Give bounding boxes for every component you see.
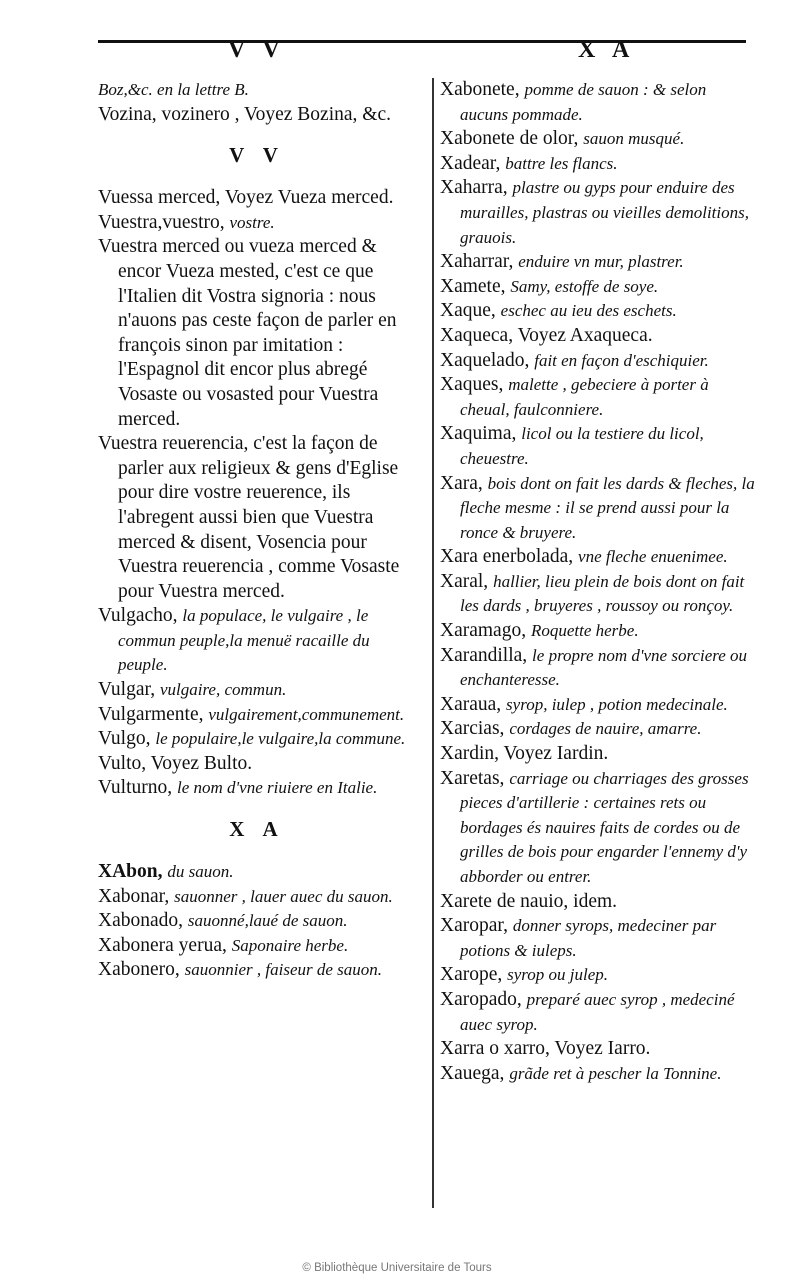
- entry-head: Xaharrar,: [440, 251, 519, 273]
- entry: [98, 934, 416, 959]
- entry-head: Xaques,: [440, 374, 509, 396]
- entry-head: Xaropar,: [440, 915, 513, 937]
- entry-head: Xaquima,: [440, 423, 522, 445]
- entry: [440, 176, 758, 250]
- entry-head: Vuestra reuerencia,: [98, 433, 254, 455]
- left-column: [98, 78, 416, 983]
- entry-head: Xaropado,: [440, 988, 527, 1010]
- entry-text: le propre nom d'vne sorciere ou enchanteresse.: [460, 645, 748, 690]
- entry: [440, 152, 758, 177]
- entry: [440, 250, 758, 275]
- entry-head: Xabonado,: [98, 910, 188, 932]
- entry-head: Xaraua,: [440, 693, 507, 715]
- entry-text: syrop, iulep , potion medecinale.: [506, 694, 728, 714]
- copyright-footer: © Bibliothèque Universitaire de Tours: [302, 1262, 492, 1274]
- entry-text: Saponaire herbe.: [231, 935, 349, 955]
- entry: [440, 914, 758, 963]
- entry: [440, 349, 758, 374]
- entry: [440, 717, 758, 742]
- entry-text: le populaire,le vulgaire,la commune.: [155, 729, 406, 749]
- entry: [440, 570, 758, 619]
- entry-text: Voyez Bulto.: [150, 752, 253, 774]
- column-divider: [432, 78, 434, 1208]
- top-rule: [98, 40, 746, 43]
- entry: [440, 422, 758, 471]
- entry-head: Xabonete,: [440, 79, 525, 100]
- entry: [440, 890, 758, 915]
- entry-head: Xara enerbolada,: [440, 546, 579, 568]
- entry-text: c'est la façon de parler aux religieux & gens d'Eglise pour dire vostre reuerence, ils l'abregent aussi bien que Vuestra merced & disent, Vosencia pour Vuestra reuerencia , comme Vosaste pour Vuestra merced.: [118, 433, 400, 602]
- entry-text: grãde ret à pescher la Tonnine.: [509, 1063, 722, 1083]
- entry-text: eschec au ieu des eschets.: [500, 301, 677, 321]
- entry-head: Xardin,: [440, 743, 504, 765]
- entry-head: Xaquelado,: [440, 349, 535, 371]
- entry-head: Xaharra,: [440, 177, 513, 199]
- entry-head: Xara,: [440, 472, 488, 494]
- entry-text: vulgairement,communement.: [208, 704, 405, 724]
- entry-head: Vulgacho,: [98, 605, 183, 627]
- entry: [98, 752, 416, 777]
- entry: [98, 235, 416, 432]
- entry: [98, 186, 416, 211]
- entry-head: Xabonete de olor,: [440, 128, 584, 150]
- entry: [440, 963, 758, 988]
- entry-text: ou vueza merced & encor Vueza mested, c'est ce que l'Italien dit Vostra signoria : nous n'auons pas ceste façon de parler en françois sinon par imitation : l'Espagnol dit encor plus abregé Vosaste ou vosasted pour Vuestra merced.: [118, 236, 397, 430]
- entry-text: bois dont on fait les dards & fleches, la fleche mesme : il se prend aussi pour la ronce & bruyere.: [460, 473, 755, 542]
- entry: [98, 678, 416, 703]
- entry-head: Xaque,: [440, 300, 501, 322]
- entry-text: malette , gebeciere à porter à cheual, faulconniere.: [460, 375, 709, 419]
- entry-head: Xarope,: [440, 964, 508, 986]
- entry: [440, 373, 758, 422]
- entry-head: Xadear,: [440, 152, 506, 174]
- entry-text: vostre.: [229, 212, 275, 232]
- entry-head: Xarandilla,: [440, 644, 533, 666]
- entry-head: Vuessa merced,: [98, 187, 225, 209]
- entry-head: Vuestra,vuestro,: [98, 211, 230, 233]
- entry: [98, 432, 416, 604]
- entry-text: Samy, estoffe de soye.: [510, 276, 659, 296]
- entry: [440, 742, 758, 767]
- entry-text: plastre ou gyps pour enduire des murailles, plastras ou vieilles demolitions, grauois.: [460, 178, 749, 247]
- entry-head: Xarcias,: [440, 718, 510, 740]
- entry-text: le nom d'vne riuiere en Italie.: [177, 778, 378, 798]
- entry: [98, 604, 416, 678]
- entry-text: donner syrops, medeciner par potions & iuleps.: [460, 916, 717, 960]
- entry-head: Xaretas,: [440, 767, 510, 789]
- entry: [440, 78, 758, 127]
- entry: [440, 767, 758, 890]
- entry-head: Vozina, vozinero , Voyez Bozina, &c.: [98, 103, 391, 125]
- entry-text: Voyez Iarro.: [554, 1038, 651, 1060]
- entry-head: Xarete de nauio, idem.: [440, 890, 618, 912]
- entry-head: Vulturno,: [98, 777, 177, 799]
- entry-text: preparé auec syrop , medeciné auec syrop.: [460, 989, 735, 1034]
- entry: [440, 472, 758, 546]
- entry-text: licol ou la testiere du licol, cheuestre.: [460, 424, 704, 468]
- entry-text: sauonner , lauer auec du sauon.: [174, 886, 393, 906]
- entry: [440, 988, 758, 1037]
- entry-text: Voyez Iardin.: [503, 743, 609, 765]
- entry-text: la populace, le vulgaire , le commun peuple,la menuë racaille du peuple.: [118, 606, 370, 675]
- entry: [440, 275, 758, 300]
- entry-head: Vulto,: [98, 752, 151, 774]
- section-heading-xa: X A: [229, 817, 285, 842]
- entry-text: Roquette herbe.: [530, 621, 639, 641]
- entry-text: battre les flancs.: [505, 153, 618, 173]
- entry: [98, 776, 416, 801]
- entry: [440, 127, 758, 152]
- entry-text: sauonné,laué de sauon.: [187, 911, 348, 931]
- entry: [440, 545, 758, 570]
- entry-text: enduire vn mur, plastrer.: [518, 252, 684, 272]
- entry-head: Xamete,: [440, 275, 511, 297]
- entry-head: Xabonera yerua,: [98, 934, 232, 956]
- entry: [440, 644, 758, 693]
- entry: [98, 211, 416, 236]
- entry-text: Boz,&c. en la lettre B.: [98, 80, 249, 99]
- entry: [440, 1062, 758, 1087]
- entry-text: sauonnier , faiseur de sauon.: [184, 960, 383, 980]
- entry-text: carriage ou charriages des grosses pieces d'artillerie : certaines rets ou bordages és nauires faits de cordes ou de grilles de bois pour engarder l'ennemy d'y abborder ou entrer.: [460, 768, 749, 886]
- entry: [440, 1037, 758, 1062]
- running-head-left: V V: [228, 37, 286, 63]
- entry-head: Xaqueca,: [440, 324, 518, 346]
- running-head-right: X A: [578, 37, 636, 63]
- entry-text: syrop ou julep.: [507, 965, 609, 985]
- entry-head: Vulgo,: [98, 728, 156, 750]
- entry-head: Vulgarmente,: [98, 703, 209, 725]
- entry-text: du sauon.: [167, 862, 234, 882]
- entry-head: Xabonero,: [98, 959, 185, 981]
- entry-text: fait en façon d'eschiquier.: [534, 350, 709, 370]
- entry-text: vulgaire, commun.: [159, 680, 287, 700]
- entry-text: sauon musqué.: [583, 129, 685, 149]
- entry-text: pomme de sauon : & selon aucuns pommade.: [460, 80, 707, 124]
- entry-text: hallier, lieu plein de bois dont on fait les dards , bruyeres , roussoy ou ronçoy.: [460, 571, 745, 616]
- entry: [98, 103, 416, 128]
- entry: [98, 78, 416, 103]
- entry: [98, 958, 416, 983]
- entry-head: XAbon,: [98, 861, 168, 883]
- entry-text: Voyez Vueza merced.: [224, 187, 394, 209]
- entry: [440, 619, 758, 644]
- right-column: [440, 78, 758, 1086]
- entry-head: Xauega,: [440, 1062, 510, 1084]
- entry: [98, 860, 416, 885]
- entry: [440, 693, 758, 718]
- entry-head: Xaral,: [440, 570, 494, 592]
- entry: [440, 324, 758, 349]
- entry: [98, 885, 416, 910]
- entry-text: Voyez Axaqueca.: [517, 324, 653, 346]
- entry: [98, 909, 416, 934]
- entry: [440, 299, 758, 324]
- entry-head: Xaramago,: [440, 620, 531, 642]
- entry-head: Xabonar,: [98, 885, 175, 907]
- entry-head: Vulgar,: [98, 679, 160, 701]
- entry-text: vne fleche enuenimee.: [578, 547, 728, 567]
- entry-head: Vuestra merced: [98, 236, 225, 258]
- entry: [98, 703, 416, 728]
- entry: [98, 727, 416, 752]
- entry-head: Xarra o xarro,: [440, 1038, 555, 1060]
- entry-text: cordages de nauire, amarre.: [509, 719, 702, 739]
- section-heading-vv: V V: [229, 143, 285, 168]
